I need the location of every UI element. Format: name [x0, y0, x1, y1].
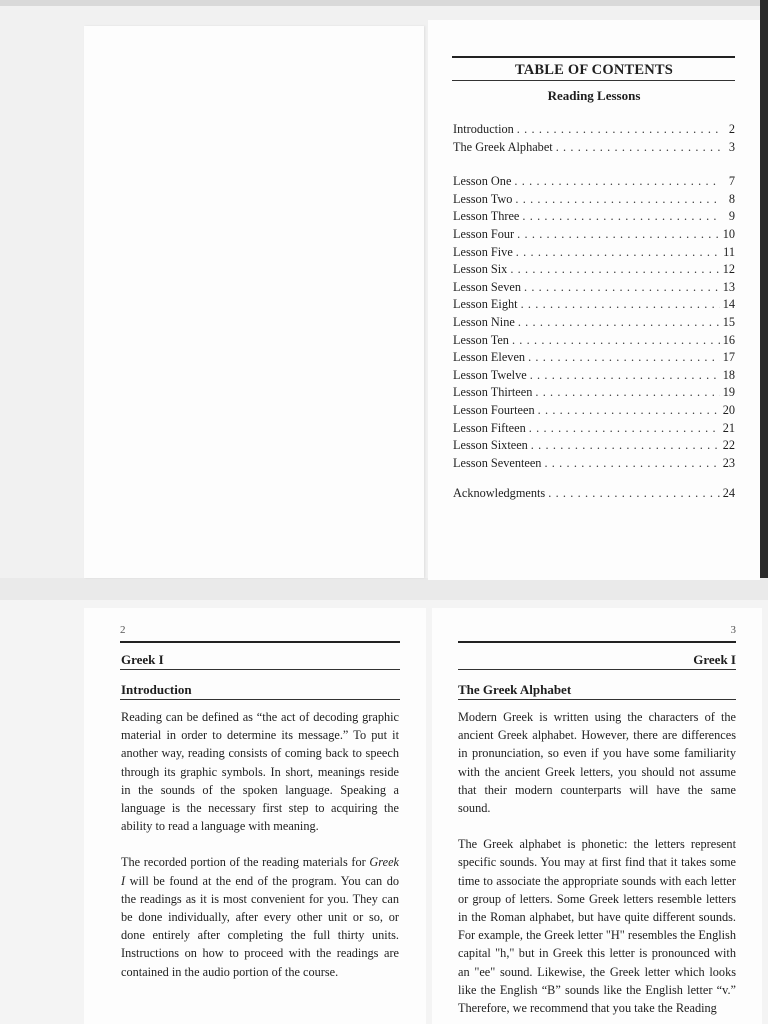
toc-entry-page: 8 — [728, 191, 735, 206]
toc-entry-label: Lesson Eleven — [453, 350, 526, 365]
toc-top-rule — [452, 56, 735, 58]
paragraph: The Greek alphabet is phonetic: the letters represent specific sounds. You may at first find that it takes some time to associate the appropriate sounds with each letter or group of letters. Some Greek letters resemble letters in the Roman alphabet, but have quite different sounds. For example, the Greek letter "H" resembles the English capital "h," but in Greek this letter is pronounced with an "ee" sound. Likewise, the Greek letter which looks like the English “B” sounds like the English letter “v.” Therefore, we recommend that you take the Reading — [458, 837, 736, 1016]
toc-entry — [453, 296, 735, 314]
toc-entry-label: Acknowledgments — [453, 486, 546, 501]
toc-leader-dots — [531, 437, 720, 455]
toc-entry — [453, 173, 735, 191]
toc-entry-label: Lesson Thirteen — [453, 385, 533, 400]
toc-leader-dots — [530, 367, 720, 385]
toc-entry-page: 2 — [728, 122, 735, 136]
toc-entry-page: 21 — [722, 420, 735, 435]
page-number: 3 — [730, 624, 736, 636]
toc-leader-dots — [529, 420, 720, 438]
section-rule — [458, 699, 736, 700]
toc-entry — [453, 279, 735, 297]
toc-leader-dots — [535, 384, 719, 402]
toc-entry — [453, 314, 735, 332]
toc-entry — [453, 402, 735, 420]
body-text — [121, 708, 399, 999]
toc-leader-dots — [548, 485, 719, 503]
toc-entry — [453, 208, 735, 226]
toc-entry — [453, 455, 735, 473]
running-head: Greek I — [693, 652, 736, 667]
toc-entry — [453, 420, 735, 438]
toc-leader-dots — [518, 314, 720, 332]
toc-leader-dots — [528, 349, 720, 367]
toc-entry-label: Lesson Three — [453, 209, 520, 224]
toc-leader-dots — [517, 121, 720, 139]
toc-entry — [453, 485, 735, 503]
toc-leader-dots — [522, 208, 720, 226]
toc-title: TABLE OF CONTENTS — [514, 62, 674, 78]
toc-entry — [453, 437, 735, 455]
toc-entry-label: Lesson Ten — [453, 332, 509, 347]
header-bottom-rule — [458, 669, 736, 670]
toc-entry-page: 12 — [722, 262, 735, 277]
toc-entry-page: 18 — [722, 367, 735, 382]
toc-entry-label: Lesson Five — [453, 244, 513, 259]
toc-entry — [453, 349, 735, 367]
toc-entry-label: Lesson Twelve — [453, 367, 527, 382]
scan-right-edge — [760, 0, 768, 600]
header-bottom-rule — [120, 669, 400, 670]
toc-entry-page: 3 — [728, 139, 735, 154]
section-title: Introduction — [121, 682, 192, 697]
toc-entry-label: Introduction — [453, 122, 514, 136]
body-text — [458, 708, 736, 1024]
toc-entry — [453, 244, 735, 262]
toc-entry-label: Lesson Seven — [453, 279, 521, 294]
toc-entry — [453, 226, 735, 244]
toc-entry-page: 14 — [722, 297, 735, 312]
header-top-rule — [458, 641, 736, 643]
toc-leader-dots — [510, 261, 719, 279]
toc-page — [428, 20, 760, 580]
toc-entry-label: Lesson Sixteen — [453, 438, 528, 453]
toc-entry — [453, 121, 735, 139]
toc-leader-dots — [514, 173, 720, 191]
toc-leader-dots — [515, 191, 720, 209]
toc-entry — [453, 139, 735, 157]
toc-entry-label: The Greek Alphabet — [453, 139, 553, 154]
toc-entry-page: 19 — [722, 385, 735, 400]
toc-entry-page: 20 — [722, 402, 735, 417]
toc-entry-page: 13 — [722, 279, 735, 294]
toc-entry-label: Lesson Four — [453, 226, 515, 241]
toc-entry-page: 22 — [722, 438, 735, 453]
page-2 — [84, 608, 426, 1024]
scan-top-edge — [0, 0, 768, 6]
toc-entry-label: Lesson One — [453, 174, 512, 189]
toc-entry-page: 7 — [728, 174, 735, 189]
toc-leader-dots — [556, 139, 720, 157]
page-3 — [432, 608, 762, 1024]
toc-entry-page: 24 — [722, 486, 735, 501]
page-number: 2 — [120, 624, 126, 636]
toc-entry — [453, 367, 735, 385]
section-title: The Greek Alphabet — [458, 682, 572, 697]
toc-entry-page: 11 — [723, 244, 735, 259]
toc-leader-dots — [512, 332, 720, 350]
toc-entry — [453, 332, 735, 350]
toc-entry-label: Lesson Nine — [453, 314, 515, 329]
toc-entry-page: 16 — [722, 332, 735, 347]
toc-entry — [453, 191, 735, 209]
scan-divider — [0, 578, 768, 600]
paragraph: Modern Greek is written using the characters of the ancient Greek alphabet. However, there are differences in pronunciation, so even if you have some familiarity with the ancient Greek letters, you should not assume that their modern counterparts will have the same sound. — [458, 710, 736, 816]
toc-list — [453, 121, 735, 503]
toc-entry-page: 23 — [722, 455, 735, 470]
toc-entry-label: Lesson Seventeen — [453, 455, 542, 470]
toc-leader-dots — [544, 455, 719, 473]
toc-subtitle: Reading Lessons — [547, 88, 641, 103]
toc-leader-dots — [516, 244, 720, 262]
toc-leader-dots — [538, 402, 720, 420]
toc-entry — [453, 261, 735, 279]
header-top-rule — [120, 641, 400, 643]
italic-title: Greek I — [121, 855, 399, 888]
toc-title-rule — [452, 80, 735, 81]
toc-entry-label: Lesson Two — [453, 191, 513, 206]
paragraph: Reading can be defined as “the act of decoding graphic material in order to determine its message.” To put it another way, reading consists of coming back to speech through its graphic symbols. In short, meanings reside in the sounds of the spoken language. Speaking a language is the necessary first step to acquiring the ability to read a language with meaning. — [121, 710, 399, 834]
toc-entry-page: 10 — [722, 226, 735, 241]
section-rule — [120, 699, 400, 700]
paragraph: The recorded portion of the reading materials for Greek I will be found at the end of the program. You can do the readings as it is most convenient for you. They can be done individually, after every other unit or so, or done entirely after completing the full thirty units. Instructions on how to proceed with the readings are contained in the audio portion of the course. — [121, 855, 399, 979]
toc-entry — [453, 384, 735, 402]
running-head: Greek I — [121, 652, 164, 667]
toc-leader-dots — [521, 296, 720, 314]
toc-entry-page: 15 — [722, 314, 735, 329]
blank-page — [84, 26, 424, 578]
toc-entry-page: 17 — [722, 350, 735, 365]
toc-entry-label: Lesson Fourteen — [453, 402, 535, 417]
toc-entry-label: Lesson Eight — [453, 297, 518, 312]
toc-entry-page: 9 — [728, 209, 735, 224]
toc-leader-dots — [517, 226, 720, 244]
toc-leader-dots — [524, 279, 720, 297]
toc-entry-label: Lesson Six — [453, 262, 508, 277]
toc-entry-label: Lesson Fifteen — [453, 420, 526, 435]
